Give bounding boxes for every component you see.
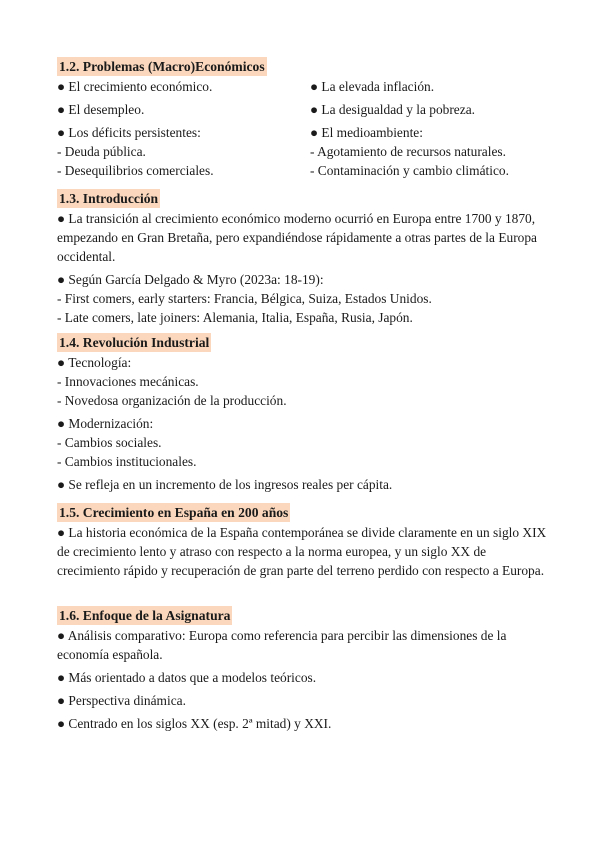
section-problemas [57, 57, 547, 180]
bullet-paragraph: ● Análisis comparativo: Europa como referencia para percibir las dimensiones de la economía española. [57, 628, 507, 662]
sub-item: - Novedosa organización de la producción. [57, 393, 287, 408]
section-revolucion-industrial [57, 333, 547, 494]
sub-item: - Innovaciones mecánicas. [57, 374, 199, 389]
bullet-item: ● El crecimiento económico. [57, 79, 213, 94]
bullet-item: ● El medioambiente: [310, 125, 423, 140]
bullet-paragraph: ● La historia económica de la España contemporánea se divide claramente en un siglo XIX de crecimiento lento y atraso con respecto a la norma europea, y un siglo XX de crecimiento rápido y recuperación de gran parte del terreno perdido con respecto a Europa. [57, 525, 547, 578]
bullet-item: ● La elevada inflación. [310, 79, 435, 94]
sub-item: - First comers, early starters: Francia, Bélgica, Suiza, Estados Unidos. [57, 291, 432, 306]
right-column [310, 77, 547, 180]
two-column-list [57, 77, 547, 180]
bullet-paragraph: ● La transición al crecimiento económico moderno ocurrió en Europa entre 1700 y 1870, empezando en Gran Bretaña, pero expandiéndose rápidamente a otras partes de la Europa occidental. [57, 211, 537, 264]
section-enfoque-asignatura [57, 606, 547, 733]
sub-item: - Late comers, late joiners: Alemania, Italia, España, Rusia, Japón. [57, 310, 413, 325]
left-column [57, 77, 310, 180]
section-crecimiento-espana [57, 503, 547, 580]
sub-item: - Contaminación y cambio climático. [310, 163, 509, 178]
sub-item: - Cambios sociales. [57, 435, 162, 450]
section-heading: 1.3. Introducción [59, 191, 159, 206]
section-heading: 1.4. Revolución Industrial [59, 335, 210, 350]
sub-item: - Deuda pública. [57, 144, 146, 159]
bullet-item: ● Modernización: [57, 416, 154, 431]
sub-item: - Cambios institucionales. [57, 454, 197, 469]
sub-item: - Agotamiento de recursos naturales. [310, 144, 506, 159]
section-introduccion [57, 189, 547, 327]
section-heading: 1.2. Problemas (Macro)Económicos [59, 59, 265, 74]
section-heading: 1.6. Enfoque de la Asignatura [59, 608, 231, 623]
bullet-item: ● Se refleja en un incremento de los ingresos reales per cápita. [57, 477, 393, 492]
bullet-item: ● El desempleo. [57, 102, 145, 117]
bullet-item: ● Perspectiva dinámica. [57, 693, 186, 708]
section-heading: 1.5. Crecimiento en España en 200 años [59, 505, 289, 520]
bullet-item: ● Más orientado a datos que a modelos teóricos. [57, 670, 317, 685]
sub-item: - Desequilibrios comerciales. [57, 163, 214, 178]
bullet-item: ● La desigualdad y la pobreza. [310, 102, 475, 117]
bullet-item: ● Centrado en los siglos XX (esp. 2ª mitad) y XXI. [57, 716, 332, 731]
bullet-item: ● Los déficits persistentes: [57, 125, 201, 140]
bullet-item: ● Tecnología: [57, 355, 132, 370]
bullet-item: ● Según García Delgado & Myro (2023a: 18-19): [57, 272, 324, 287]
